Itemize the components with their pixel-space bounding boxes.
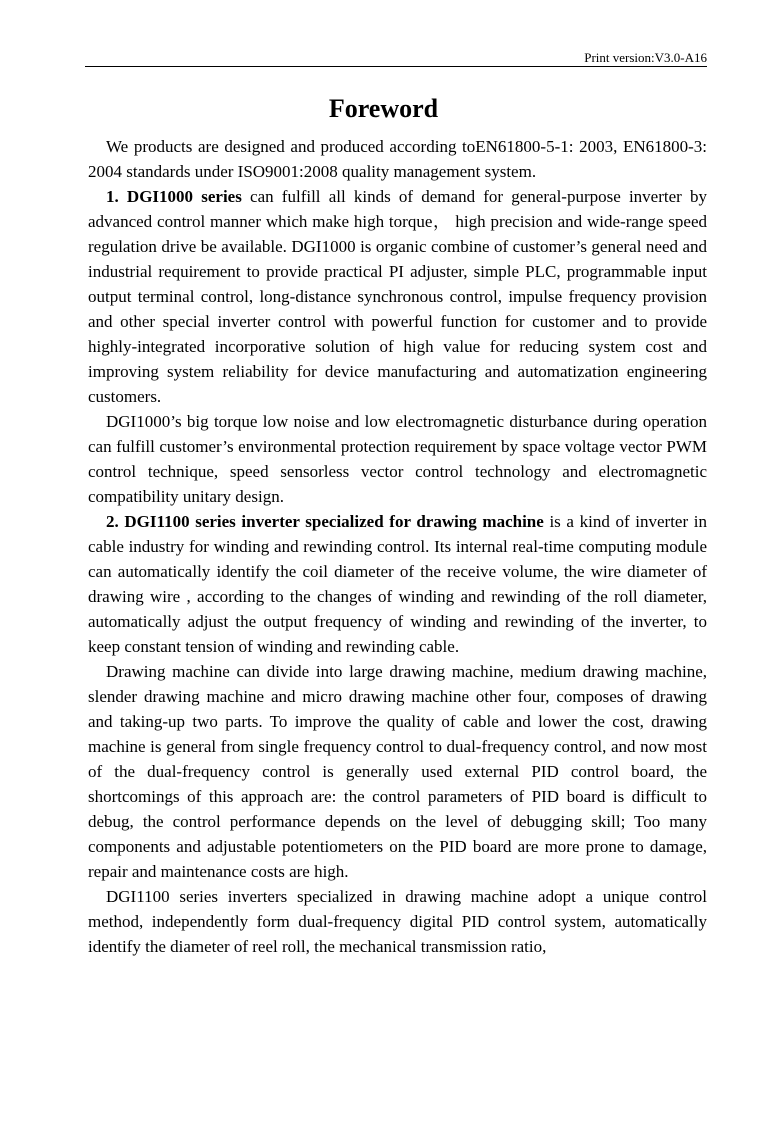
paragraph-dgi1000: [88, 184, 707, 409]
dgi1000-heading: 1. DGI1000 series: [106, 187, 242, 206]
paragraph-dgi1000-features: DGI1000’s big torque low noise and low electromagnetic disturbance during operation can fulfill customer’s environmental protection requirement by space voltage vector PWM control technique, speed sensorless vector control technology and electromagnetic compatibility unitary design.: [88, 412, 707, 506]
paragraph-dgi1100: [88, 509, 707, 659]
paragraph-standards: We products are designed and produced according toEN61800-5-1: 2003, EN61800-3: 2004 standards under ISO9001:2008 quality management system.: [88, 137, 707, 181]
header-rule: [85, 66, 707, 67]
print-version: Print version:V3.0-A16: [584, 50, 707, 65]
body-text: [88, 134, 707, 959]
dgi1100-text: is a kind of inverter in cable industry for winding and rewinding control. Its internal real-time computing module can automatically identify the coil diameter of the receive volume, the wire diameter of drawing wire , according to the changes of winding and rewinding of the roll diameter, automatically adjust the output frequency of winding and rewinding of the inverter, to keep constant tension of winding and rewinding cable.: [88, 512, 707, 656]
dgi1000-text: can fulfill all kinds of demand for general-purpose inverter by advanced control manner which make high torque， high precision and wide-range speed regulation drive be available. DGI1000 is organic combine of customer’s general need and industrial requirement to provide practical PI adjuster, simple PLC, programmable input output terminal control, long-distance synchronous control, impulse frequency provision and other special inverter control with powerful function for customer and to provide highly-integrated incorporative solution of high value for reducing system cost and improving system reliability for device manufacturing and automatization engineering customers.: [88, 187, 708, 406]
dgi1100-heading: 2. DGI1100 series inverter specialized for drawing machine: [106, 512, 544, 531]
paragraph-dgi1100-method: DGI1100 series inverters specialized in drawing machine adopt a unique control method, independently form dual-frequency digital PID control system, automatically identify the diameter of reel roll, the mechanical transmission ratio,: [88, 887, 707, 956]
page-title: Foreword: [328, 94, 439, 123]
paragraph-drawing-machine: Drawing machine can divide into large drawing machine, medium drawing machine, slender drawing machine and micro drawing machine other four, composes of drawing and taking-up two parts. To improve the quality of cable and lower the cost, drawing machine is general from single frequency control to dual-frequency control, and now most of the dual-frequency control is generally used external PID control board, the shortcomings of this approach are: the control parameters of PID board is difficult to debug, the control performance depends on the level of debugging skill; Too many components and adjustable potentiometers on the PID board are more prone to damage, repair and maintenance costs are high.: [88, 662, 707, 881]
